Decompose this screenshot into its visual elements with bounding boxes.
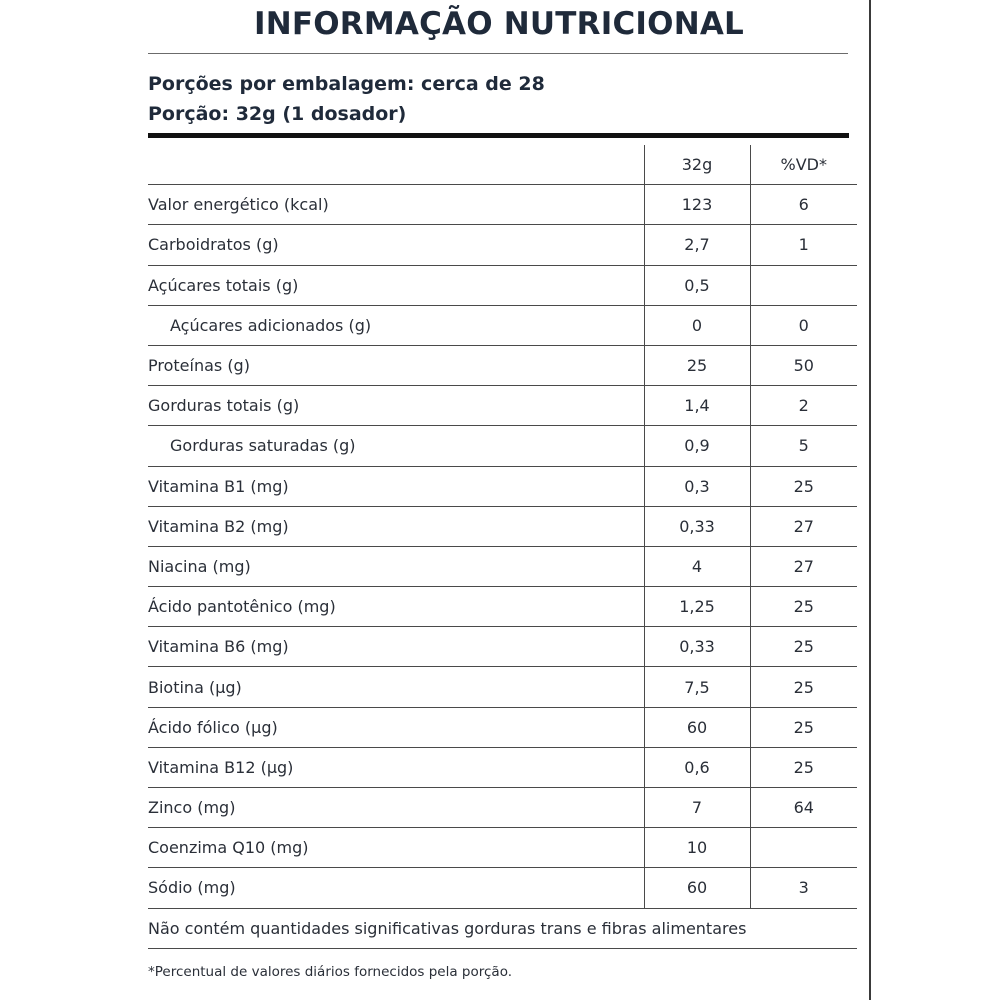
- nutrient-name: Zinco (mg): [148, 788, 644, 828]
- nutrient-daily-value: 25: [750, 747, 857, 787]
- nutrient-daily-value: 5: [750, 426, 857, 466]
- nutrient-amount: 60: [644, 868, 750, 908]
- serving-size: Porção: 32g (1 dosador): [148, 103, 407, 125]
- footnote-row: [148, 908, 857, 948]
- table-row: [148, 185, 857, 225]
- table-row: [148, 546, 857, 586]
- nutrient-name: Vitamina B6 (mg): [148, 627, 644, 667]
- nutrient-daily-value: 6: [750, 185, 857, 225]
- nutrient-amount: 0: [644, 305, 750, 345]
- table-row: [148, 466, 857, 506]
- nutrient-name: Vitamina B12 (µg): [148, 747, 644, 787]
- nutrient-amount: 2,7: [644, 225, 750, 265]
- nutrient-amount: 0,3: [644, 466, 750, 506]
- nutrient-amount: 0,5: [644, 265, 750, 305]
- nutrient-amount: 0,9: [644, 426, 750, 466]
- nutrient-daily-value: 25: [750, 667, 857, 707]
- nutrient-amount: 123: [644, 185, 750, 225]
- table-row: [148, 265, 857, 305]
- nutrient-amount: 25: [644, 345, 750, 385]
- table-row: [148, 345, 857, 385]
- nutrient-daily-value: [750, 265, 857, 305]
- page-right-border: [869, 0, 871, 1000]
- table-header-row: [148, 145, 857, 185]
- serving-divider: [148, 133, 849, 138]
- nutrient-daily-value: 0: [750, 305, 857, 345]
- nutrient-daily-value: 1: [750, 225, 857, 265]
- table-row: [148, 868, 857, 908]
- nutrient-daily-value: [750, 828, 857, 868]
- nutrient-amount: 0,33: [644, 627, 750, 667]
- nutrient-daily-value: 25: [750, 627, 857, 667]
- table-row: [148, 225, 857, 265]
- nutrient-amount: 0,33: [644, 506, 750, 546]
- table-row: [148, 426, 857, 466]
- header-amount: 32g: [644, 145, 750, 185]
- nutrient-daily-value: 3: [750, 868, 857, 908]
- nutrient-daily-value: 2: [750, 386, 857, 426]
- table-row: [148, 828, 857, 868]
- nutrient-amount: 10: [644, 828, 750, 868]
- nutrient-amount: 1,25: [644, 587, 750, 627]
- nutrient-daily-value: 64: [750, 788, 857, 828]
- label-title: INFORMAÇÃO NUTRICIONAL: [253, 6, 744, 42]
- nutrient-daily-value: 50: [750, 345, 857, 385]
- nutrient-daily-value: 25: [750, 707, 857, 747]
- table-row: [148, 788, 857, 828]
- nutrient-daily-value: 25: [750, 587, 857, 627]
- nutrient-name: Niacina (mg): [148, 546, 644, 586]
- nutrient-name: Vitamina B2 (mg): [148, 506, 644, 546]
- footnote-daily-value: *Percentual de valores diários fornecidos pela porção.: [148, 964, 513, 980]
- nutrient-daily-value: 27: [750, 546, 857, 586]
- table-body: [148, 185, 857, 908]
- nutrient-name: Açúcares adicionados (g): [148, 305, 644, 345]
- header-blank-cell: [148, 145, 644, 185]
- nutrient-amount: 60: [644, 707, 750, 747]
- nutrient-name: Valor energético (kcal): [148, 185, 644, 225]
- header-daily-value: %VD*: [750, 145, 857, 185]
- nutrition-table: [148, 145, 857, 949]
- nutrient-amount: 4: [644, 546, 750, 586]
- title-divider: [148, 53, 848, 54]
- table-row: [148, 747, 857, 787]
- table-row: [148, 305, 857, 345]
- nutrient-name: Açúcares totais (g): [148, 265, 644, 305]
- nutrient-name: Proteínas (g): [148, 345, 644, 385]
- nutrient-name: Vitamina B1 (mg): [148, 466, 644, 506]
- nutrient-name: Ácido pantotênico (mg): [148, 587, 644, 627]
- nutrient-amount: 7,5: [644, 667, 750, 707]
- servings-per-package: Porções por embalagem: cerca de 28: [148, 73, 545, 95]
- table-row: [148, 707, 857, 747]
- nutrient-daily-value: 25: [750, 466, 857, 506]
- table-row: [148, 386, 857, 426]
- nutrient-amount: 7: [644, 788, 750, 828]
- table-row: [148, 627, 857, 667]
- nutrient-amount: 0,6: [644, 747, 750, 787]
- nutrient-name: Carboidratos (g): [148, 225, 644, 265]
- nutrient-name: Ácido fólico (µg): [148, 707, 644, 747]
- nutrient-name: Gorduras totais (g): [148, 386, 644, 426]
- nutrient-daily-value: 27: [750, 506, 857, 546]
- table-row: [148, 587, 857, 627]
- nutrient-name: Sódio (mg): [148, 868, 644, 908]
- table-row: [148, 667, 857, 707]
- nutrient-name: Biotina (µg): [148, 667, 644, 707]
- table-row: [148, 506, 857, 546]
- nutrient-name: Coenzima Q10 (mg): [148, 828, 644, 868]
- nutrient-amount: 1,4: [644, 386, 750, 426]
- nutrient-name: Gorduras saturadas (g): [148, 426, 644, 466]
- footnote-not-significant: Não contém quantidades significativas gorduras trans e fibras alimentares: [148, 908, 857, 948]
